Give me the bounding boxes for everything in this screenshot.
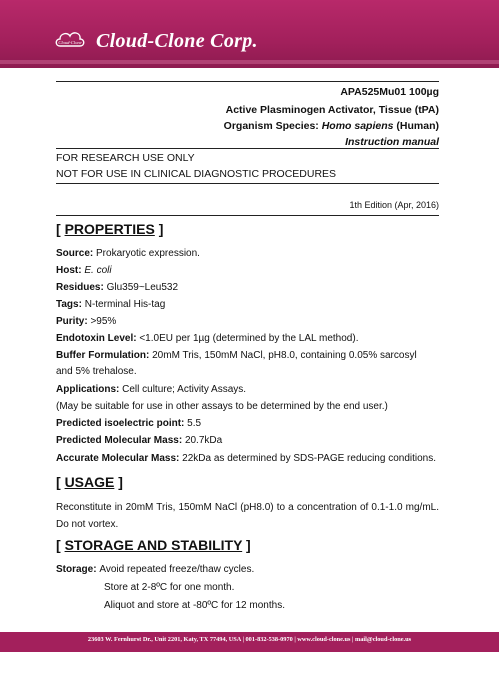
top-divider [56,81,439,82]
footer-contact: 23603 W. Fernhurst Dr., Unit 2201, Katy, TX 77494, USA | 001-832-538-0970 | www.cloud-clone.us | mail@cloud-clone.us [87,636,412,643]
document-type: Instruction manual [345,136,439,148]
host-row: Host: E. coli [56,265,112,276]
product-divider [56,148,439,149]
storage-heading: [ STORAGE AND STABILITY ] [56,537,251,553]
catalog-number: APA525Mu01 100µg [340,86,439,98]
buffer-row: Buffer Formulation: 20mM Tris, 150mM NaCl, pH8.0, containing 0.05% sarcosyl [56,350,417,361]
applications-row: Applications: Cell culture; Activity Assays. [56,384,247,395]
usage-heading: [ USAGE ] [56,474,123,490]
notice-divider [56,183,439,184]
purity-row: Purity: >95% [56,316,117,327]
properties-heading: [ PROPERTIES ] [56,221,164,237]
tags-row: Tags: N-terminal His-tag [56,299,166,310]
storage-title: STORAGE AND STABILITY [64,537,243,553]
diagnostic-notice: NOT FOR USE IN CLINICAL DIAGNOSTIC PROCEDURES [56,168,337,180]
storage-line-3: Aliquot and store at -80ºC for 12 months. [104,600,285,611]
research-notice: FOR RESEARCH USE ONLY [56,152,195,164]
species-suffix: (Human) [393,120,439,132]
endotoxin-row: Endotoxin Level: <1.0EU per 1µg (determined by the LAL method). [56,333,359,344]
buffer-row-continued: and 5% trehalose. [56,366,137,377]
organism-species [224,120,439,132]
cloud-logo-icon [54,29,86,49]
predicted-mass-row: Predicted Molecular Mass: 20.7kDa [56,435,223,446]
logo-text: Cloud-Clone [58,40,82,45]
usage-text: Reconstitute in 20mM Tris, 150mM NaCl (pH8.0) to a concentration of 0.1-1.0 mg/mL. Do not vortex. [56,502,439,530]
product-name: Active Plasminogen Activator, Tissue (tPA) [225,104,439,116]
edition-divider [56,215,439,216]
applications-note: (May be suitable for use in other assays to be determined by the end user.) [56,401,388,412]
edition: 1th Edition (Apr, 2016) [349,200,439,210]
species-value: Homo sapiens [321,120,394,132]
properties-title: PROPERTIES [64,221,155,237]
usage-title: USAGE [64,474,115,490]
species-label: Organism Species: [223,120,322,132]
residues-row: Residues: Glu359~Leu532 [56,282,179,293]
source-row: Source: Prokaryotic expression. [56,248,200,259]
storage-row: Storage: Avoid repeated freeze/thaw cycles. [56,564,255,575]
header-stripe [0,60,499,64]
storage-line-2: Store at 2-8ºC for one month. [104,582,235,593]
company-name: Cloud-Clone Corp. [96,30,258,52]
isoelectric-point-row: Predicted isoelectric point: 5.5 [56,418,202,429]
accurate-mass-row: Accurate Molecular Mass: 22kDa as determined by SDS-PAGE reducing conditions. [56,453,437,464]
